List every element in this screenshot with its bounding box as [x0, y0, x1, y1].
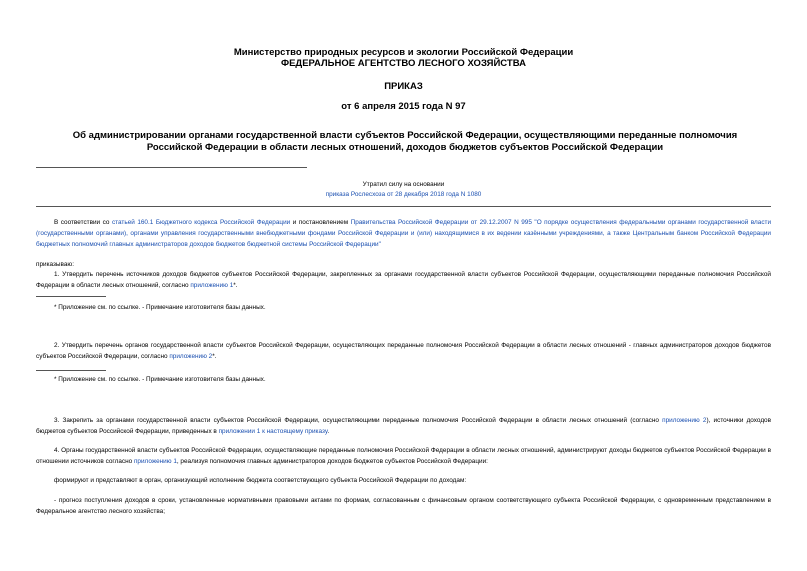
appendix-2-link[interactable]: приложению 2 — [169, 352, 213, 360]
document-title: Об администрировании органами государственной власти субъектов Российской Федерации, осуществляющими переданные полномочия Российской Федерации в области лесных отношений, доходов бюджетов субъектов Российской Федерации — [72, 130, 738, 153]
divider — [36, 167, 307, 168]
item-3-text: 3. Закрепить за органами государственной власти субъектов Российской Федерации, осуществляющими переданные полномочия Российской Федерации в области лесных отношений (согласно — [54, 417, 663, 424]
divider — [36, 206, 771, 207]
document-date: от 6 апреля 2015 года N 97 — [341, 101, 466, 112]
item-3-text: ), источники доходов бюджетов субъектов Российской Федерации, приведенных в — [36, 417, 772, 435]
item-1-text: *. — [233, 281, 238, 289]
item-4-text: 4. Органы государственной власти субъектов Российской Федерации, осуществляющие переданные полномочия Российской Федерации в области лесных отношений, администрируют доходы бюджетов субъектов Российской Федерации в отношении источников согласно — [36, 447, 771, 465]
appendix-1-link[interactable]: приложению 1 — [190, 281, 234, 289]
preamble-paragraph — [36, 218, 771, 250]
footnote-divider — [36, 370, 106, 371]
repeal-order-link[interactable]: приказа Рослесхоза от 28 декабря 2018 года N 1080 — [325, 191, 482, 198]
status-note: Утратил силу на основании — [362, 181, 445, 188]
appendix-1-link[interactable]: приложении 1 к настоящему приказу — [218, 427, 328, 435]
item-3-text: . — [327, 427, 330, 435]
preamble-text: В соответствии со — [54, 219, 112, 226]
item-4-text: , реализуя полномочия главных администраторов доходов бюджетов субъектов Российской Федерации: — [176, 457, 488, 465]
appendix-1-link[interactable]: приложению 1 — [133, 457, 177, 465]
footnote-divider — [36, 296, 106, 297]
item-2-text: *. — [212, 352, 217, 360]
preamble-text: и постановлением — [290, 219, 351, 226]
appendix-2-link[interactable]: приложению 2 — [662, 417, 707, 424]
item-1-text: 1. Утвердить перечень источников доходов бюджетов субъектов Российской Федерации, закрепленных за органами государственной власти субъектов Российской Федерации, осуществляющими переданные полномочия Российской Федерации в области лесных отношений, согласно — [36, 271, 771, 289]
item-2 — [36, 341, 771, 363]
item-1 — [36, 270, 771, 292]
order-word: приказываю: — [36, 261, 74, 268]
item-4-subparagraph: формируют и представляют в орган, организующий исполнение бюджета соответствующего субъекта Российской Федерации по доходам: — [54, 477, 467, 484]
document-type: ПРИКАЗ — [384, 81, 423, 92]
item-3 — [36, 416, 771, 438]
item-2-text: 2. Утвердить перечень органов государственной власти субъектов Российской Федерации, осуществляющих переданные полномочия Российской Федерации в области лесных отношений - главных администраторов доходов бюджетов субъектов Российской Федерации, согласно — [36, 342, 771, 360]
government-decree-link[interactable]: Правительства Российской Федерации от 29.12.2007 N 995 "О порядке осуществления федеральными органами государственной власти (государственными органами), органами управления государственными внебюджетными фондами Российской Федерации и (или) находящимися в их ведении казёнными учреждениями, а также Центральным банком Российской Федерации бюджетных полномочий главных администраторов доходов бюджетов бюджетной системы Российской Федерации" — [36, 219, 772, 248]
ministry-name: Министерство природных ресурсов и экологии Российской Федерации — [233, 47, 574, 58]
footnote-2: * Приложение см. по ссылке. - Примечание изготовителя базы данных. — [54, 376, 266, 383]
budget-code-link[interactable]: статьей 160.1 Бюджетного кодекса Российской Федерации — [111, 219, 291, 226]
item-4 — [36, 446, 771, 468]
agency-name: ФЕДЕРАЛЬНОЕ АГЕНТСТВО ЛЕСНОГО ХОЗЯЙСТВА — [280, 58, 526, 69]
footnote-1: * Приложение см. по ссылке. - Примечание изготовителя базы данных. — [54, 304, 266, 311]
item-4-forecast-point: - прогноз поступления доходов в сроки, установленные нормативными правовыми актами по формам, согласованным с финансовым органом соответствующего субъекта Российской Федерации, с одновременным представлением в Федеральное агентство лесного хозяйства; — [36, 497, 771, 515]
